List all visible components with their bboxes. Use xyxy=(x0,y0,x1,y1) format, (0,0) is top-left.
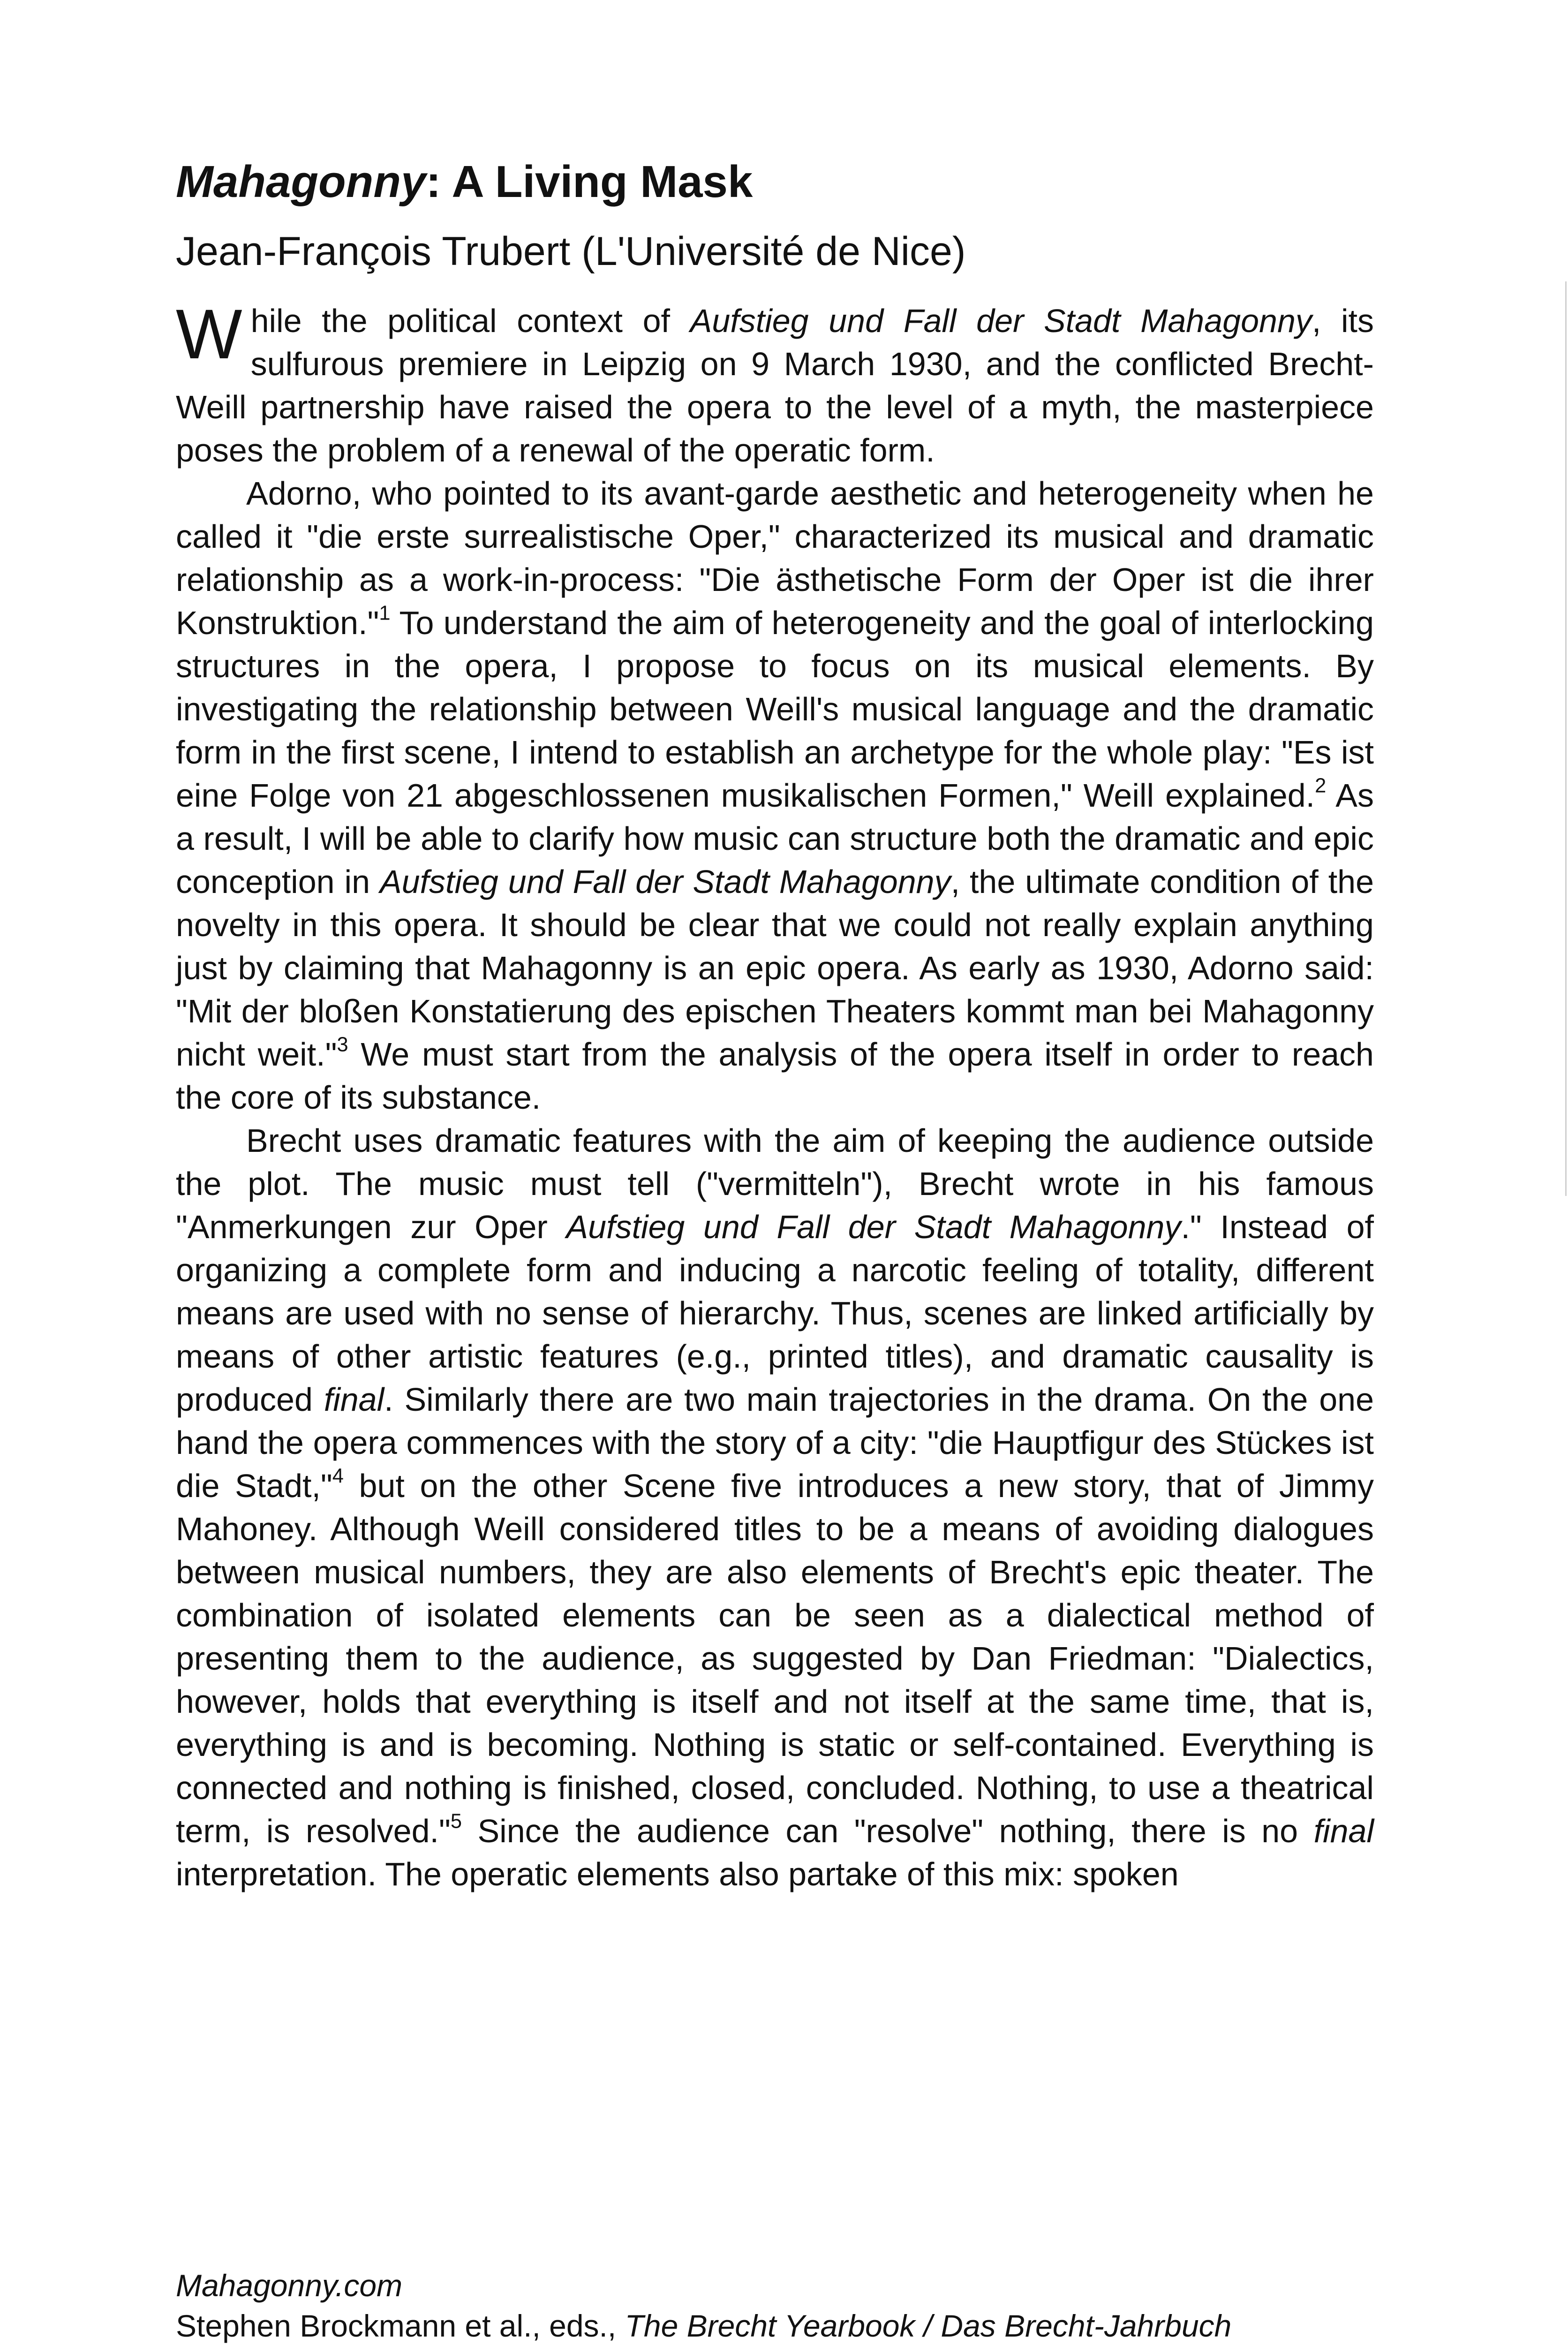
paragraph-1 xyxy=(176,295,1374,472)
text-run: Stephen Brockmann et al., eds., xyxy=(176,2308,625,2343)
text-run: Adorno, who pointed to its avant-garde aesthetic and heterogeneity when he called it "die erste surrealistische Oper," characterized its musical and dramatic relationship as a work-in-process: "Die ästhetische Form der Oper ist die ihrer Konstruktion." xyxy=(176,475,1374,642)
text-run: Since the audience can "resolve" nothing, there is no xyxy=(461,1813,1314,1850)
article-title xyxy=(176,155,1374,209)
footnote-ref: 5 xyxy=(450,1810,462,1833)
footer-yearbook: The Brecht Yearbook / Das Brecht-Jahrbuch xyxy=(625,2308,1232,2343)
footer-journal xyxy=(176,2265,1374,2306)
footnote-ref: 3 xyxy=(337,1034,348,1056)
footnote-ref: 2 xyxy=(1315,775,1327,797)
page-edge-line xyxy=(1565,281,1567,1196)
text-run: , the ultimate condition of the novelty in this opera. It should be clear that we could not really explain anything just by claiming that Mahagonny is an epic opera. As early as 1930, Adorno said: "Mit der bloßen Konstatierung des epischen Theaters kommt man bei Mahagonny nicht weit." xyxy=(176,863,1374,1073)
footer-site: Mahagonny.com xyxy=(176,2268,403,2303)
text-run: hile the political context of xyxy=(250,303,690,340)
text-run: To understand the aim of heterogeneity and the goal of interlocking structures in the opera, I propose to focus on its musical elements. By investigating the relationship between Weill's musical language and the dramatic form in the first scene, I intend to establish an archetype for the whole play: "Es ist eine Folge von 21 abgeschlossenen musikalischen Formen," Weill explained. xyxy=(176,605,1374,814)
title-rest: : A Living Mask xyxy=(426,157,753,207)
text-run: . Similarly there are two main trajectories in the drama. On the one hand the opera commences with the story of a city: "die Hauptfigur des Stückes ist die Stadt," xyxy=(176,1381,1374,1505)
text-run: ." Instead of organizing a complete form and inducing a narcotic feeling of totality, different means are used with no sense of hierarchy. Thus, scenes are linked artificially by means of other artistic features (e.g., printed titles), and dramatic causality is produced xyxy=(176,1209,1374,1418)
italic-run: Aufstieg und Fall der Stadt Mahagonny xyxy=(566,1209,1181,1246)
text-run: but on the other Scene five introduces a new story, that of Jimmy Mahoney. Although Weill considered titles to be a means of avoiding dialogues between musical numbers, they are also elements of Brecht's epic theater. The combination of isolated elements can be seen as a dialectical method of presenting them to the audience, as suggested by Dan Friedman: "Dialectics, however, holds that everything is itself and not itself at the same time, that is, everything is and is becoming. Nothing is static or self-contained. Everything is connected and nothing is finished, closed, concluded. Nothing, to use a theatrical term, is resolved." xyxy=(176,1468,1374,1850)
author-line: Jean-François Trubert (L'Université de Nice) xyxy=(176,229,966,274)
title-italic: Mahagonny xyxy=(176,157,426,207)
paragraph-3 xyxy=(176,1119,1374,1896)
citation-footer xyxy=(176,2265,1374,2345)
italic-run: Aufstieg und Fall der Stadt Mahagonny xyxy=(379,863,951,900)
text-run: Brecht uses dramatic features with the aim of keeping the audience outside the plot. The music must tell ("vermitteln"), Brecht wrote in his famous "Anmerkungen zur Oper xyxy=(176,1122,1374,1246)
text-run: As a result, I will be able to clarify how music can structure both the dramatic and epic conception in xyxy=(176,777,1374,900)
footer-editors xyxy=(176,2306,1374,2345)
italic-run: final xyxy=(324,1381,384,1418)
footnote-ref: 1 xyxy=(379,602,391,625)
text-run: , its sulfurous premiere in Leipzig on 9 March 1930, and the conflicted Brecht-Weill partnership have raised the opera to the level of a myth, the masterpiece poses the problem of a renewal of the operatic form. xyxy=(176,303,1374,469)
italic-run: final xyxy=(1313,1813,1374,1850)
article-body xyxy=(176,295,1374,1896)
footnote-ref: 4 xyxy=(332,1465,344,1488)
text-run: We must start from the analysis of the opera itself in order to reach the core of its substance. xyxy=(176,1036,1374,1116)
article xyxy=(176,155,1374,1896)
drop-cap: W xyxy=(176,295,242,374)
paragraph-2 xyxy=(176,472,1374,1119)
text-run: interpretation. The operatic elements also partake of this mix: spoken xyxy=(176,1856,1179,1893)
italic-run: Aufstieg und Fall der Stadt Mahagonny xyxy=(690,303,1312,340)
